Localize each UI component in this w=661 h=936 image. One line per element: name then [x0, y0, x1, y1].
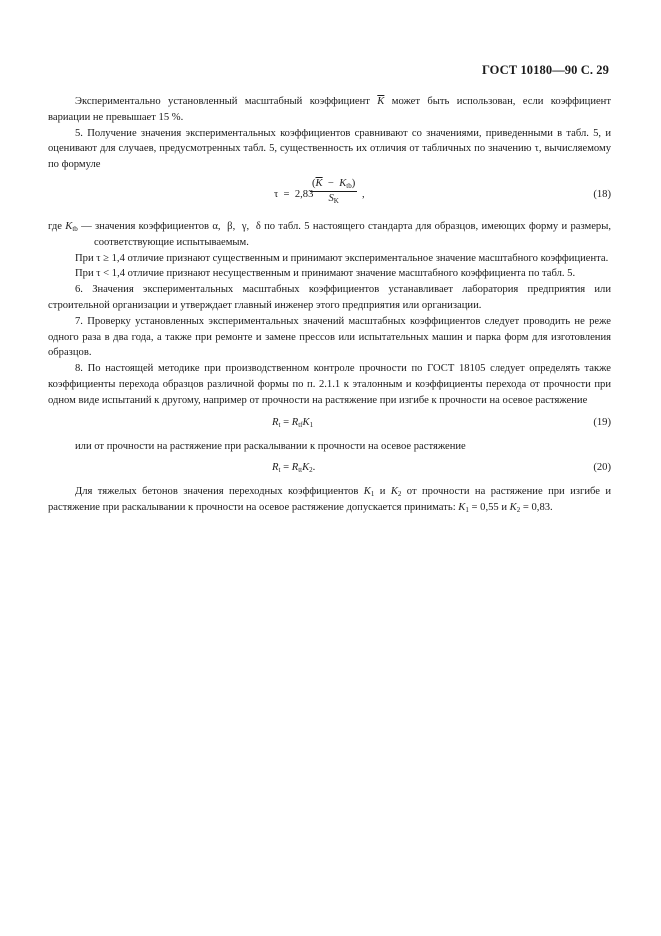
formula-18-where: где $K_{tb}$ — значения коэффициентов α, β, γ, δ по табл. 5 настоящего стандарта для образцов, имеющих форму и размеры, соответствующие испытываемым.: [48, 220, 611, 248]
paragraph-8: 8. По настоящей методике при производственном контроле прочности по ГОСТ 18105 следует определять также коэффициенты перехода образцов различной формы по п. 2.1.1 к эталонным и коэффициенты перехода от прочности при одном виде испытаний к другому, например от прочности на растяжение при изгибе к прочности на осевое растяжение: [48, 363, 611, 406]
formula-18: τ = 2,83 $(\overline{K} - K_{tb})$ $S_K$ , (18): [274, 177, 611, 205]
paragraph-5: 5. Получение значения экспериментальных коэффициентов сравнивают со значениями, приведенными в табл. 5, и оценивают для случаев, предусмотренных табл. 5, существенность их отличия от табличных по значению τ, вычисляемому по формуле: [48, 127, 611, 171]
paragraph-splitting: или от прочности на растяжение при раскалывании к прочности на осевое растяжение: [75, 440, 466, 452]
paragraph-7: 7. Проверку установленных экспериментальных значений масштабных коэффициентов следует проводить не реже одного раза в два года, а также при ремонте и замене прессов или испытательных машин и парка форм для изготовления образцов.: [48, 315, 611, 359]
paragraph-coefficient-usage: Экспериментально установленный масштабный коэффициент $\overline{K}$ может быть использован, если коэффициент вариации не превышает 15 %.: [48, 96, 611, 123]
formula-20: [48, 456, 611, 480]
formula-18-lhs: τ = 2,83: [274, 188, 314, 200]
paragraph-tau-significant: При τ ≥ 1,4 отличие признают существенным и принимают экспериментальное значение масштабного коэффициента.: [75, 252, 609, 264]
paragraph-heavy-concrete: Для тяжелых бетонов значения переходных коэффициентов $K_1$ и $K_2$ от прочности на растяжение при изгибе и растяжение при раскалывании к прочности на осевое растяжение допускается принимать: $K_1 = 0,55$ и $K_2 = 0,83$.: [48, 486, 612, 515]
document-body: [48, 94, 611, 516]
formula-20-number: (20): [593, 462, 611, 474]
formula-18-number: (18): [593, 188, 611, 200]
formula-20-body: $R_t = R_{tt}K_2$.: [272, 462, 316, 475]
formula-19-number: (19): [593, 416, 611, 428]
formula-19: [48, 411, 611, 435]
page-header: ГОСТ 10180—90 С. 29: [481, 63, 609, 77]
paragraph-tau-insignificant: При τ < 1,4 отличие признают несущественным и принимают значение масштабного коэффициента по табл. 5.: [75, 268, 576, 280]
formula-18-fraction: $(\overline{K} - K_{tb})$ $S_K$: [312, 177, 356, 205]
paragraph-6: 6. Значения экспериментальных масштабных коэффициентов устанавливает лаборатория предприятия или строительной организации и утверждает главный инженер этого предприятия или организации.: [48, 284, 611, 311]
formula-19-body: $R_t = R_{tf}K_1$: [272, 416, 314, 429]
